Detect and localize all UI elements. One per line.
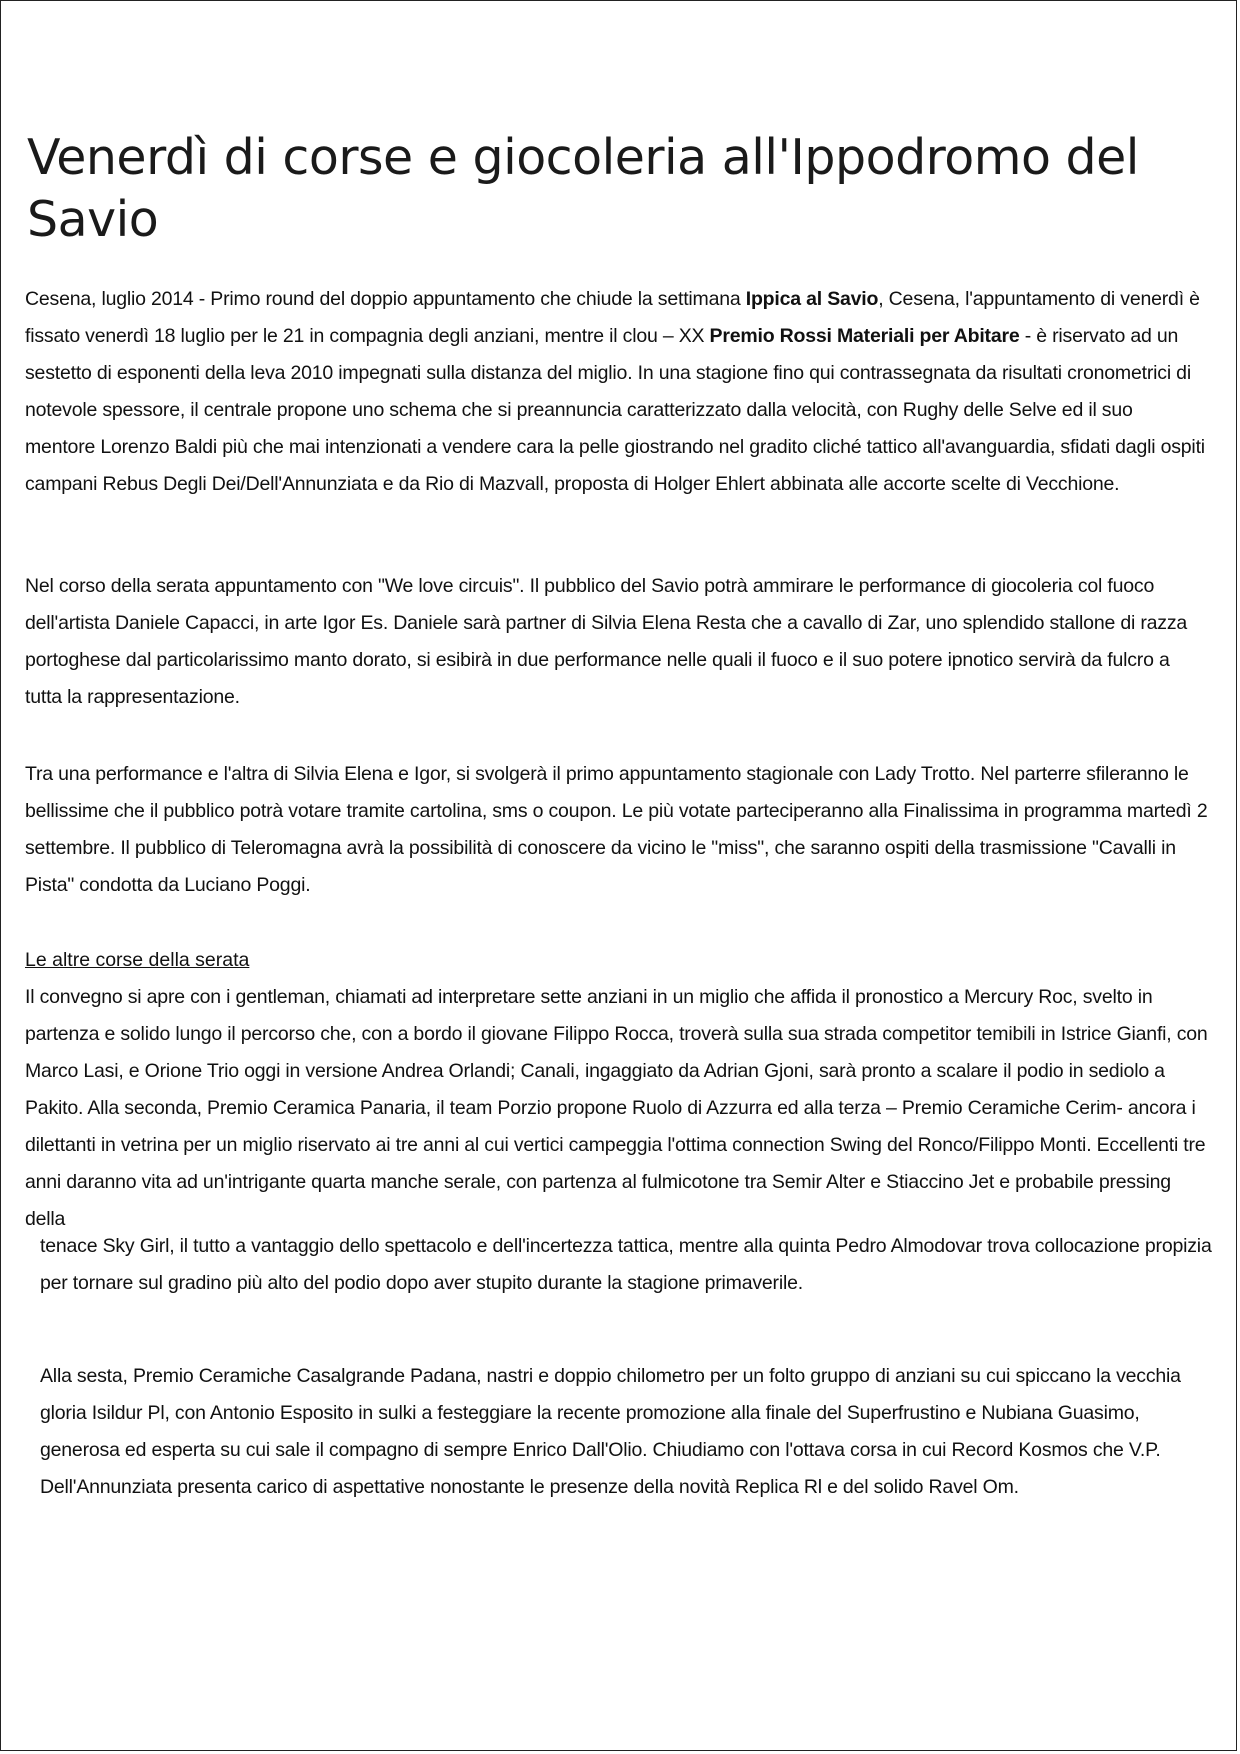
intro-bold-event: Ippica al Savio (745, 288, 879, 310)
section-heading-other-races: Le altre corse della serata (25, 949, 250, 971)
article-title: Venerdì di corse e giocoleria all'Ippodromo del Savio (27, 129, 1139, 248)
paragraph-intro (25, 281, 1205, 503)
intro-bold-premio: Premio Rossi Materiali per Abitare (709, 325, 1020, 347)
paragraph-other-races-continued: tenace Sky Girl, il tutto a vantaggio dello spettacolo e dell'incertezza tattica, mentre alla quinta Pedro Almodovar trova collocazione propizia per tornare sul gradino più alto del podio dopo aver stupito durante la stagione primaverile. (40, 1235, 1212, 1294)
intro-text-1: Cesena, luglio 2014 - Primo round del doppio appuntamento che chiude la settimana (25, 288, 746, 310)
paragraph-circus: Nel corso della serata appuntamento con "We love circuis". Il pubblico del Savio potrà ammirare le performance di giocoleria col fuoco dell'artista Daniele Capacci, in arte Igor Es. Daniele sarà partner di Silvia Elena Resta che a cavallo di Zar, uno splendido stallone di razza portoghese dal particolarissimo manto dorato, si esibirà in due performance nelle quali il fuoco e il suo potere ipnotico servirà da fulcro a tutta la rappresentazione. (25, 575, 1188, 708)
intro-text-2: , Cesena, l'appuntamento di venerdì è fissato venerdì 18 luglio per le 21 in compagnia degli anziani, mentre il clou – XX (25, 288, 1200, 347)
intro-text-3: - è riservato ad un sestetto di esponenti della leva 2010 impegnati sulla distanza del miglio. In una stagione fino qui contrassegnata da risultati cronometrici di notevole spessore, il centrale propone uno schema che si preannuncia caratterizzato dalla velocità, con Rughy delle Selve ed il suo mentore Lorenzo Baldi più che mai intenzionati a vendere cara la pelle giostrando nel gradito cliché tattico all'avanguardia, sfidati dagli ospiti campani Rebus Degli Dei/Dell'Annunziata e da Rio di Mazvall, proposta di Holger Ehlert abbinata alle accorte scelte di Vecchione. (25, 325, 1205, 495)
paragraph-other-races: Il convegno si apre con i gentleman, chiamati ad interpretare sette anziani in un miglio che affida il pronostico a Mercury Roc, svelto in partenza e solido lungo il percorso che, con a bordo il giovane Filippo Rocca, troverà sulla sua strada competitor temibili in Istrice Gianfi, con Marco Lasi, e Orione Trio oggi in versione Andrea Orlandi; Canali, ingaggiato da Adrian Gjoni, sarà pronto a scalare il podio in sediolo a Pakito. Alla seconda, Premio Ceramica Panaria, il team Porzio propone Ruolo di Azzurra ed alla terza – Premio Ceramiche Cerim- ancora i dilettanti in vetrina per un miglio riservato ai tre anni al cui vertici campeggia l'ottima connection Swing del Ronco/Filippo Monti. Eccellenti tre anni daranno vita ad un'intrigante quarta manche serale, con partenza al fulmicotone tra Semir Alter e Stiaccino Jet e probabile pressing della (25, 986, 1208, 1230)
paragraph-sixth-race: Alla sesta, Premio Ceramiche Casalgrande Padana, nastri e doppio chilometro per un folto gruppo di anziani su cui spiccano la vecchia gloria Isildur Pl, con Antonio Esposito in sulki a festeggiare la recente promozione alla finale del Superfrustino e Nubiana Guasimo, generosa ed esperta su cui sale il compagno di sempre Enrico Dall'Olio. Chiudiamo con l'ottava corsa in cui Record Kosmos che V.P. Dell'Annunziata presenta carico di aspettative nonostante le presenze della novità Replica Rl e del solido Ravel Om. (40, 1365, 1181, 1498)
paragraph-lady-trotto: Tra una performance e l'altra di Silvia Elena e Igor, si svolgerà il primo appuntamento stagionale con Lady Trotto. Nel parterre sfileranno le bellissime che il pubblico potrà votare tramite cartolina, sms o coupon. Le più votate parteciperanno alla Finalissima in programma martedì 2 settembre. Il pubblico di Teleromagna avrà la possibilità di conoscere da vicino le "miss", che saranno ospiti della trasmissione "Cavalli in Pista" condotta da Luciano Poggi. (25, 763, 1208, 896)
